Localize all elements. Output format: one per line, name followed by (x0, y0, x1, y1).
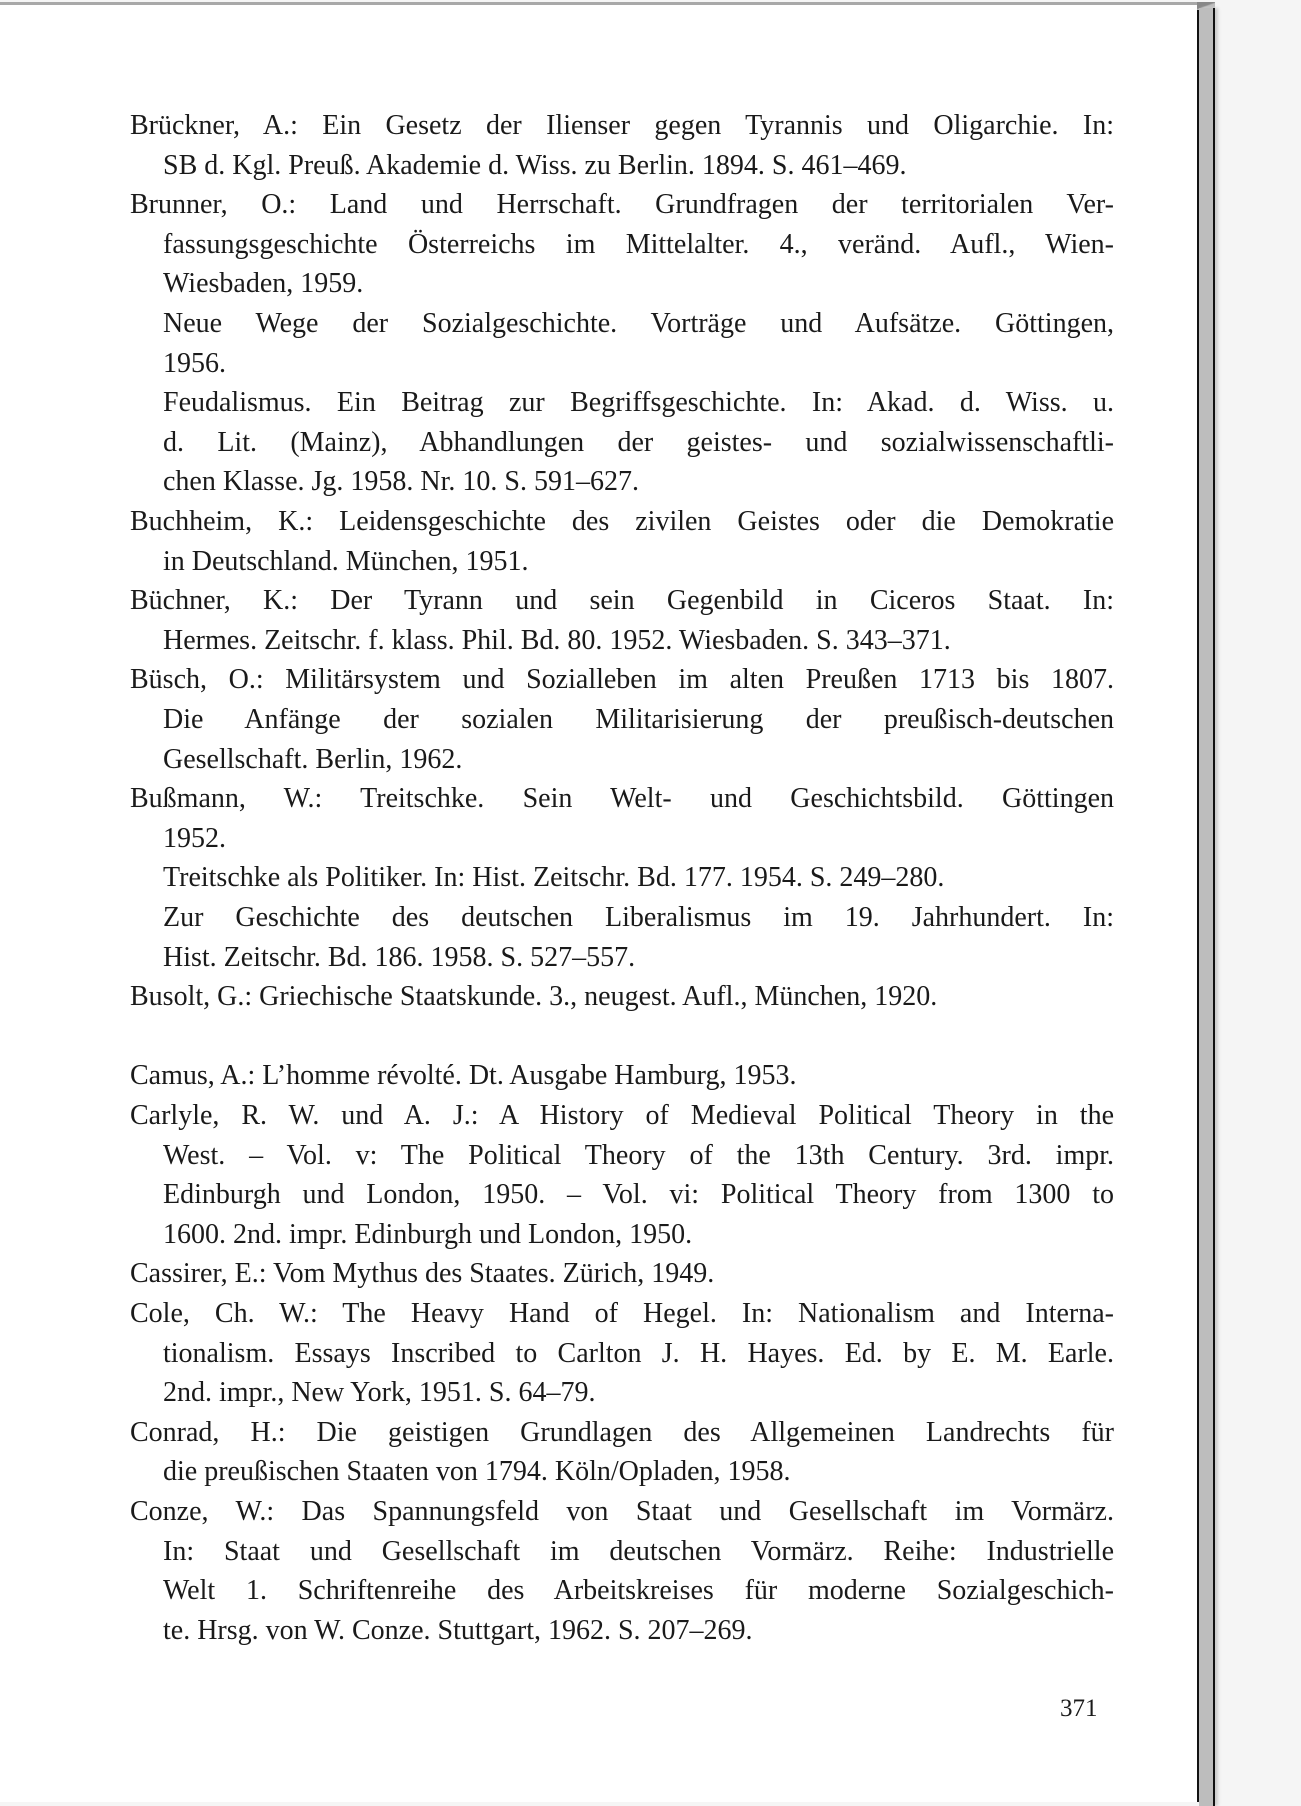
page-number: 371 (1060, 1695, 1098, 1722)
bibliography-entry-line: Brunner, O.: Land und Herrschaft. Grundfragen der territorialen Ver- (130, 189, 1114, 221)
bibliography-entry-line: Bußmann, W.: Treitschke. Sein Welt- und Geschichtsbild. Göttingen (130, 783, 1114, 815)
bibliography-entry-line: Conrad, H.: Die geistigen Grundlagen des Allgemeinen Landrechts für (130, 1416, 1114, 1448)
bibliography-entry-line: Camus, A.: L’homme révolté. Dt. Ausgabe Hamburg, 1953. (130, 1060, 797, 1092)
bibliography-continuation-line: Feudalismus. Ein Beitrag zur Begriffsgeschichte. In: Akad. d. Wiss. u. (163, 387, 1114, 419)
bibliography-continuation-line: 1952. (163, 822, 226, 854)
bibliography-entry-line: Buchheim, K.: Leidensgeschichte des zivilen Geistes oder die Demokratie (130, 506, 1114, 537)
bibliography-continuation-line: Neue Wege der Sozialgeschichte. Vorträge und Aufsätze. Göttingen, (163, 308, 1114, 339)
bibliography-continuation-line: 1600. 2nd. impr. Edinburgh und London, 1950. (163, 1218, 693, 1250)
bibliography-entry-line: Brückner, A.: Ein Gesetz der Ilienser gegen Tyrannis und Oligarchie. In: (130, 110, 1114, 141)
bibliography-continuation-line: Gesellschaft. Berlin, 1962. (163, 743, 463, 775)
bibliography-continuation-line: chen Klasse. Jg. 1958. Nr. 10. S. 591–627. (163, 466, 639, 498)
bibliography-entry-line: Busolt, G.: Griechische Staatskunde. 3., neugest. Aufl., München, 1920. (130, 981, 938, 1013)
bibliography-continuation-line: d. Lit. (Mainz), Abhandlungen der geistes- und sozialwissenschaftli- (163, 426, 1114, 458)
bibliography-continuation-line: Edinburgh und London, 1950. – Vol. vi: Political Theory from 1300 to (163, 1179, 1114, 1211)
bibliography-continuation-line: in Deutschland. München, 1951. (163, 545, 529, 577)
bibliography-continuation-line: Welt 1. Schriftenreihe des Arbeitskreises für moderne Sozialgeschich- (163, 1575, 1114, 1607)
bibliography-continuation-line: Zur Geschichte des deutschen Liberalismus im 19. Jahrhundert. In: (163, 902, 1114, 933)
bibliography-entry-line: Conze, W.: Das Spannungsfeld von Staat und Gesellschaft im Vormärz. (130, 1496, 1114, 1527)
bibliography-continuation-line: Hist. Zeitschr. Bd. 186. 1958. S. 527–557. (163, 941, 636, 973)
bibliography-continuation-line: fassungsgeschichte Österreichs im Mittelalter. 4., veränd. Aufl., Wien- (163, 228, 1114, 260)
bibliography-continuation-line: die preußischen Staaten von 1794. Köln/Opladen, 1958. (163, 1456, 791, 1488)
bibliography-continuation-line: 2nd. impr., New York, 1951. S. 64–79. (163, 1377, 596, 1409)
bibliography-continuation-line: te. Hrsg. von W. Conze. Stuttgart, 1962. S. 207–269. (163, 1614, 753, 1646)
bibliography-continuation-line: Wiesbaden, 1959. (163, 268, 364, 300)
book-page (0, 2, 1199, 1802)
bibliography-continuation-line: Die Anfänge der sozialen Militarisierung der preußisch-deutschen (163, 704, 1114, 735)
bibliography-continuation-line: Treitschke als Politiker. In: Hist. Zeitschr. Bd. 177. 1954. S. 249–280. (163, 862, 945, 894)
bibliography-entry-line: Cole, Ch. W.: The Heavy Hand of Hegel. In: Nationalism and Interna- (130, 1298, 1114, 1329)
bibliography-continuation-line: West. – Vol. v: The Political Theory of the 13th Century. 3rd. impr. (163, 1139, 1114, 1171)
page-stack-edge (1199, 8, 1215, 1806)
bibliography-continuation-line: Hermes. Zeitschr. f. klass. Phil. Bd. 80. 1952. Wiesbaden. S. 343–371. (163, 624, 951, 656)
bibliography-entry-line: Büsch, O.: Militärsystem und Sozialleben im alten Preußen 1713 bis 1807. (130, 664, 1114, 696)
bibliography-entry-line: Carlyle, R. W. und A. J.: A History of Medieval Political Theory in the (130, 1100, 1114, 1131)
bibliography-continuation-line: SB d. Kgl. Preuß. Akademie d. Wiss. zu Berlin. 1894. S. 461–469. (163, 149, 907, 181)
bibliography-entry-line: Büchner, K.: Der Tyrann und sein Gegenbild in Ciceros Staat. In: (130, 585, 1114, 617)
bibliography-entry-line: Cassirer, E.: Vom Mythus des Staates. Zürich, 1949. (130, 1258, 715, 1290)
bibliography-continuation-line: In: Staat und Gesellschaft im deutschen Vormärz. Reihe: Industrielle (163, 1535, 1114, 1567)
bibliography-continuation-line: tionalism. Essays Inscribed to Carlton J. H. Hayes. Ed. by E. M. Earle. (163, 1337, 1114, 1369)
bibliography-continuation-line: 1956. (163, 347, 226, 379)
